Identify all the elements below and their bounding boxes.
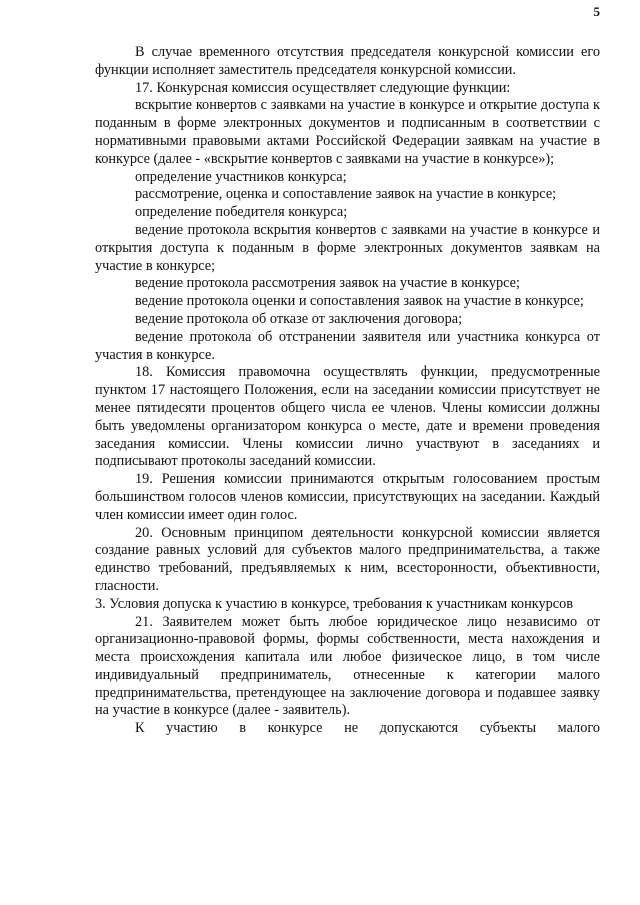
paragraph-19: 19. Решения комиссии принимаются открытым голосованием простым большинством голосов членов комиссии, присутствующих на заседании. Каждый член комиссии имеет один голос. xyxy=(95,471,600,523)
function-protocol-refusal: ведение протокола об отказе от заключения договора; xyxy=(135,310,463,327)
function-determine-winner: определение победителя конкурса; xyxy=(135,204,348,221)
paragraph-admission-start: К участию в конкурсе не допускаются субъекты малого xyxy=(135,720,600,737)
section-heading: 3. Условия допуска к участию в конкурсе, требования к участникам конкурсов xyxy=(95,595,574,612)
function-protocol-removal: ведение протокола об отстранении заявителя или участника конкурса от участия в конкурсе. xyxy=(95,328,600,363)
function-review-applications: рассмотрение, оценка и сопоставление заявок на участие в конкурсе; xyxy=(135,186,557,203)
function-protocol-opening: ведение протокола вскрытия конвертов с заявками на участие в конкурсе и открытия доступа к поданным в форме электронных документов заявкам на участие в конкурсе; xyxy=(95,221,600,274)
paragraph-18: 18. Комиссия правомочна осуществлять функции, предусмотренные пунктом 17 настоящего Положения, если на заседании комиссии присутствует не менее пятидесяти процентов общего числа ее членов. Члены комиссии должны быть уведомлены организатором конкурса о месте, дате и времени проведения заседания комиссии. Члены комиссии лично участвуют в заседаниях и подписывают протоколы заседаний комиссии. xyxy=(95,364,600,470)
paragraph-deputy-chair: В случае временного отсутствия председателя конкурсной комиссии его функции исполняет заместитель председателя конкурсной комиссии. xyxy=(95,44,600,78)
paragraph-21: 21. Заявителем может быть любое юридическое лицо независимо от организационно-правовой формы, формы собственности, места нахождения и места происхождения капитала или любое физическое лицо, в том числе индивидуальный предприниматель, отнесенные к категории малого предпринимательства, претендующее на заключение договора и подавшее заявку на участие в конкурсе (далее - заявитель). xyxy=(95,613,600,719)
function-protocol-evaluation: ведение протокола оценки и сопоставления заявок на участие в конкурсе; xyxy=(135,293,584,310)
document-body xyxy=(95,44,600,738)
paragraph-17-intro: 17. Конкурсная комиссия осуществляет следующие функции: xyxy=(135,79,511,96)
paragraph-20: 20. Основным принципом деятельности конкурсной комиссии является создание равных условий для субъектов малого предпринимательства, а также единство требований, предъявляемых к ним, всесторонности, объективности, гласности. xyxy=(95,524,600,594)
function-protocol-review: ведение протокола рассмотрения заявок на участие в конкурсе; xyxy=(135,275,520,292)
page-number: 5 xyxy=(593,4,600,19)
function-determine-participants: определение участников конкурса; xyxy=(135,168,347,185)
function-opening-envelopes: вскрытие конвертов с заявками на участие в конкурсе и открытие доступа к поданным в форме электронных документов и подписанным в соответствии с нормативными правовыми актами Российской Федерации заявкам на участие в конкурсе (далее - «вскрытие конвертов с заявками на участие в конкурсе»); xyxy=(95,97,600,167)
